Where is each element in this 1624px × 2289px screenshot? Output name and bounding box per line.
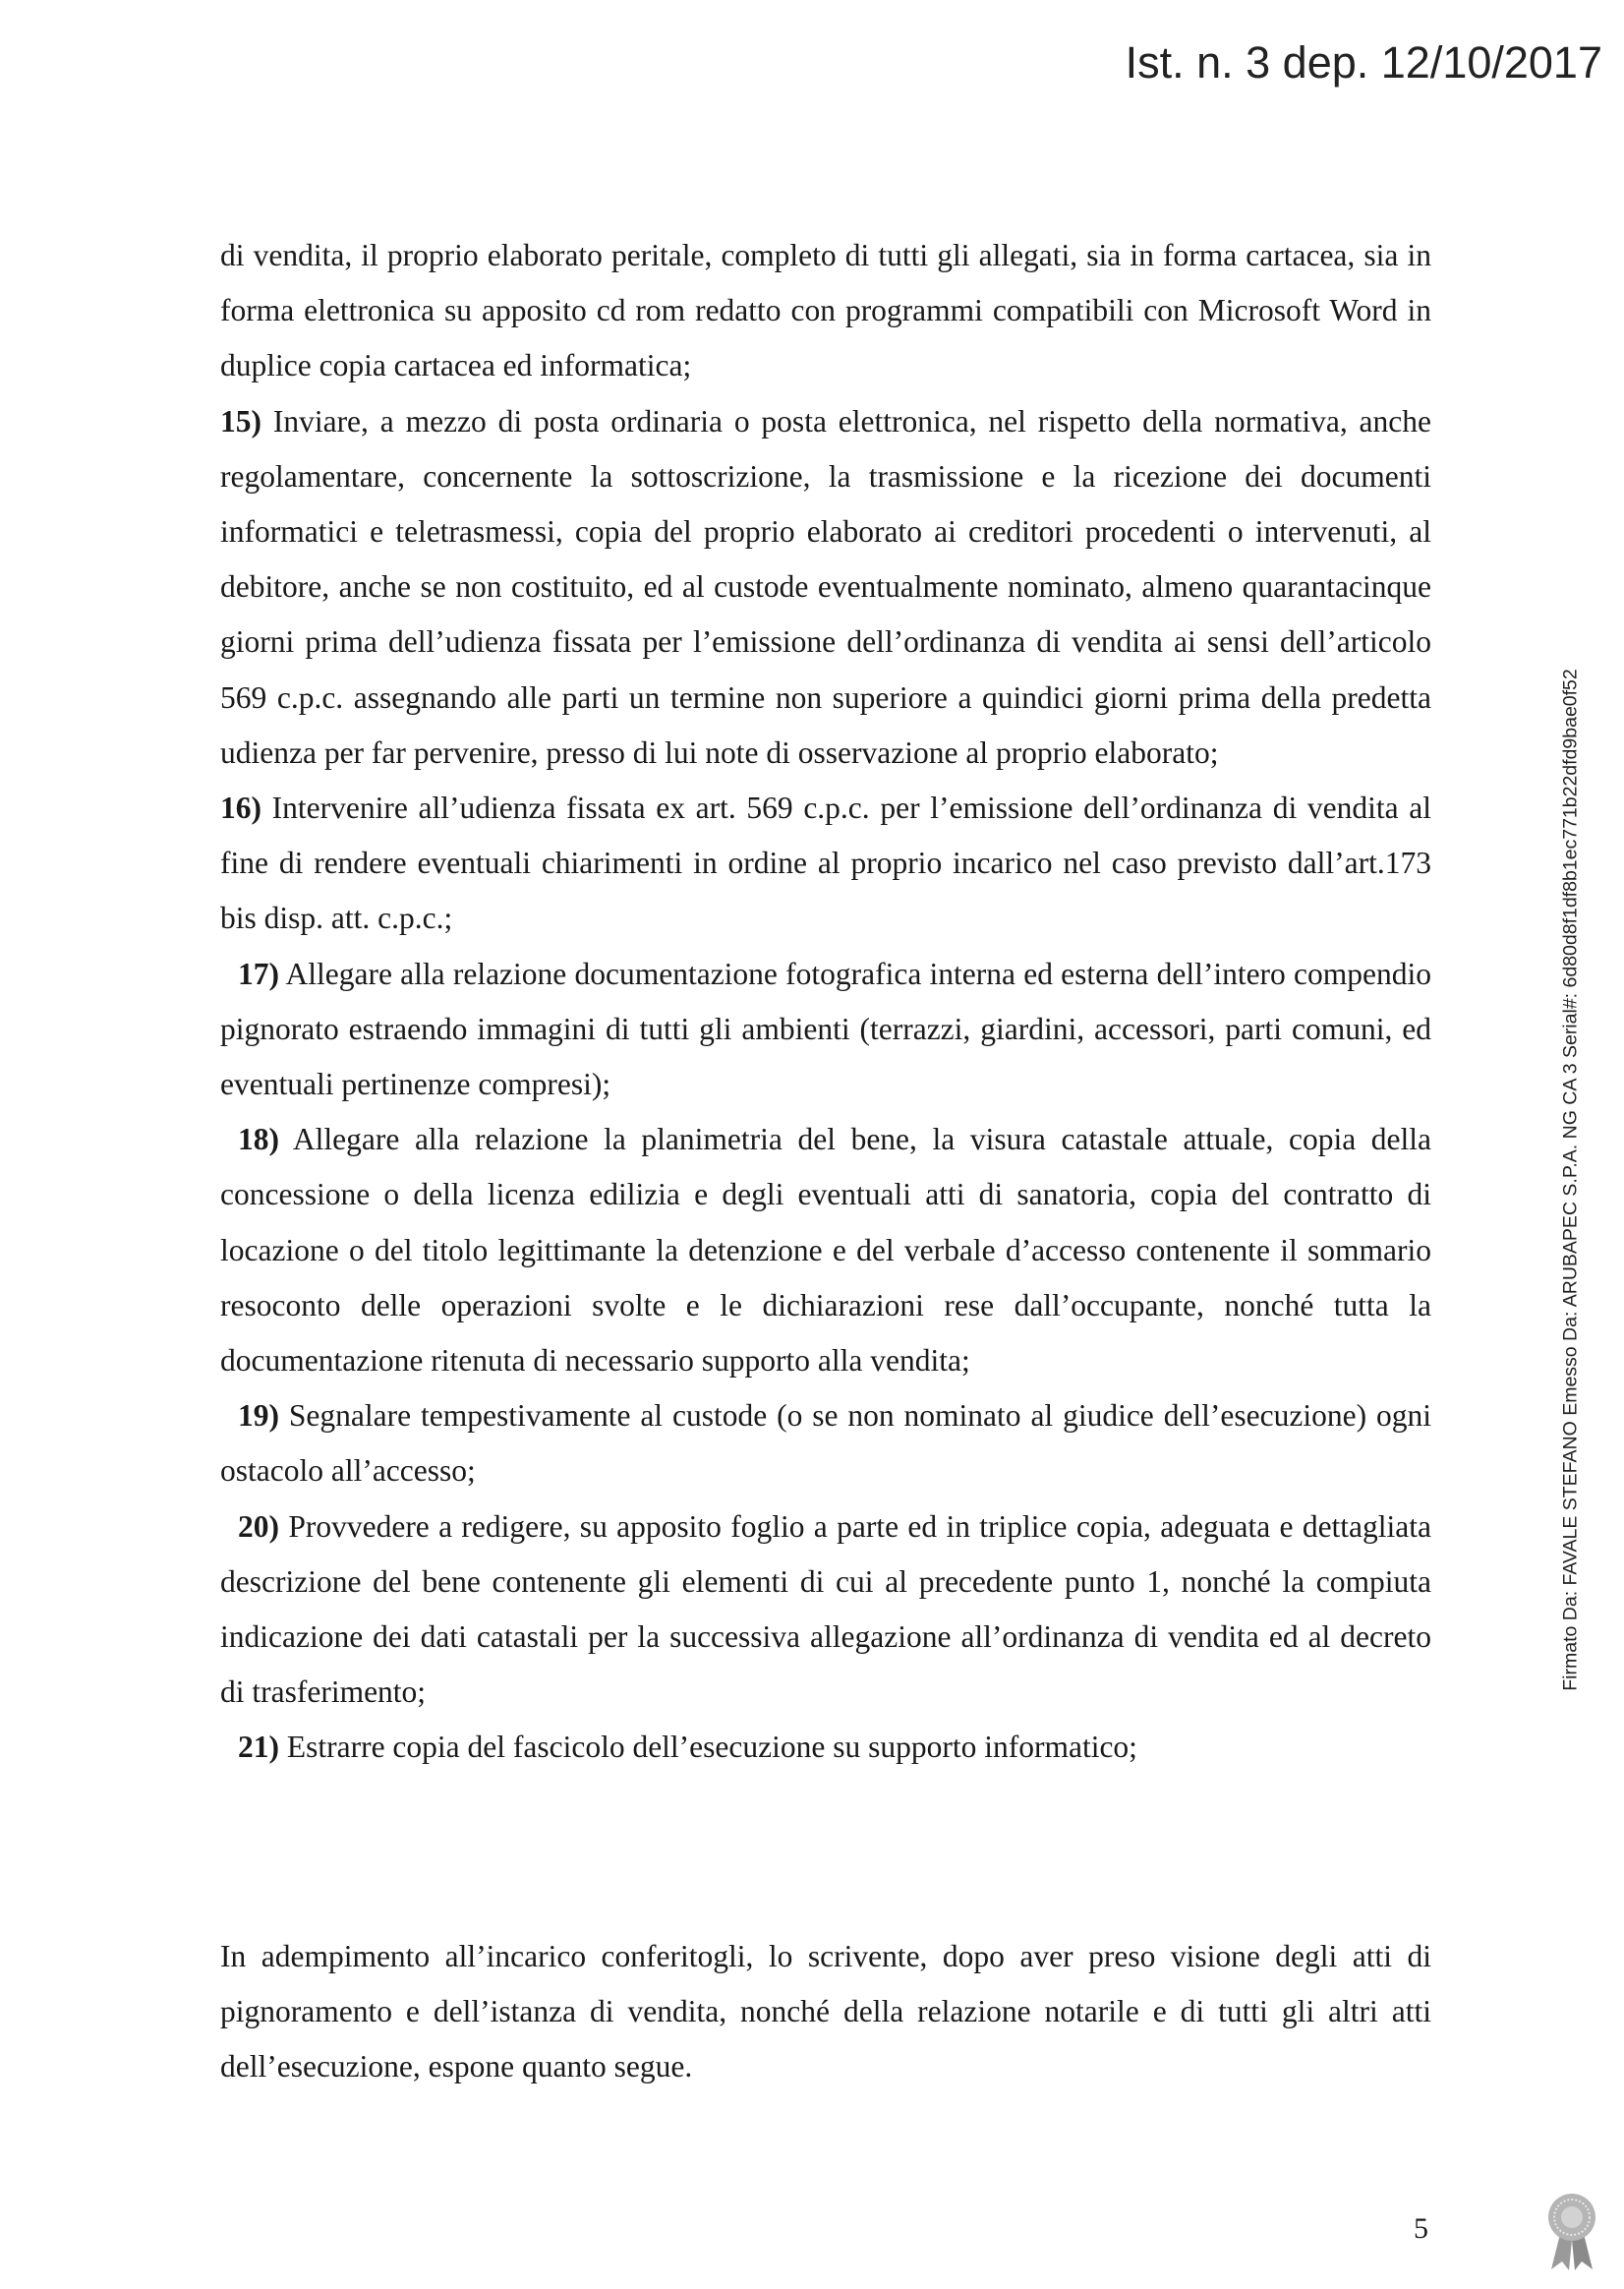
item-number: 21) (238, 1730, 279, 1765)
item-number: 20) (238, 1508, 279, 1544)
item-text: Allegare alla relazione la planimetria del bene, la visura catastale attuale, copia della concessione o della licenza edilizia e degli eventuali atti di sanatoria, copia del contratto di locazione o del titolo legittimante la detenzione e del verbale d’accesso contenente il sommario resoconto delle operazioni svolte e le dichiarazioni rese dall’occupante, nonché tutta la documentazione ritenuta di necessario supporto alla vendita; (220, 1122, 1432, 1379)
item-number: 18) (238, 1122, 279, 1157)
item-text: Allegare alla relazione documentazione fotografica interna ed esterna dell’intero compendio pignorato estraendo immagini di tutti gli ambienti (terrazzi, giardini, accessori, parti comuni, ed eventuali pertinenze compresi); (220, 956, 1431, 1102)
item-text: Provvedere a redigere, su apposito foglio a parte ed in triplice copia, adeguata e dettagliata descrizione del bene contenente gli elementi di cui al precedente punto 1, nonché la compiuta indicazione dei dati catastali per la successiva allegazione all’ordinanza di vendita ed al decreto di trasferimento; (220, 1508, 1432, 1710)
item-text: Segnalare tempestivamente al custode (o se non nominato al giudice dell’esecuzione) ogni ostacolo all’accesso; (220, 1398, 1431, 1489)
item-text: Intervenire all’udienza fissata ex art. 569 c.p.c. per l’emissione dell’ordinanza di vendita al fine di rendere eventuali chiarimenti in ordine al proprio incarico nel caso previsto dall’art.173 bis disp. att. c.p.c.; (220, 791, 1431, 936)
list-item-15 (220, 394, 1431, 781)
page-number: 5 (1414, 2212, 1428, 2245)
certification-seal-icon (1543, 2191, 1600, 2271)
item-number: 19) (238, 1398, 279, 1434)
document-body (220, 228, 1431, 1776)
item-number: 16) (220, 791, 261, 826)
list-item-18 (220, 1112, 1431, 1388)
deposit-stamp: Ist. n. 3 dep. 12/10/2017 (1125, 37, 1602, 88)
signature-text: Firmato Da: FAVALE STEFANO Emesso Da: ARUBAPEC S.P.A. NG CA 3 Serial#: 6d80d8f1df8b1ec771b22dfd9bae0f52 (1559, 669, 1582, 1691)
closing-paragraph: In adempimento all’incarico conferitogli, lo scrivente, dopo aver preso visione degli atti di pignoramento e dell’istanza di vendita, nonché della relazione notarile e di tutti gli altri atti dell’esecuzione, espone quanto segue. (220, 1939, 1431, 2084)
list-item-20 (220, 1499, 1431, 1721)
list-item-17 (220, 947, 1431, 1113)
intro-paragraph: di vendita, il proprio elaborato peritale, completo di tutti gli allegati, sia in forma cartacea, sia in forma elettronica su apposito cd rom redatto con programmi compatibili con Microsoft Word in duplice copia cartacea ed informatica; (220, 238, 1431, 383)
list-item-19 (220, 1388, 1431, 1498)
item-number: 15) (220, 403, 261, 439)
item-text: Estrarre copia del fascicolo dell’esecuzione su supporto informatico; (286, 1730, 1137, 1765)
list-item-16 (220, 781, 1431, 947)
item-number: 17) (238, 956, 279, 991)
list-item-21 (220, 1720, 1431, 1775)
item-text: Inviare, a mezzo di posta ordinaria o posta elettronica, nel rispetto della normativa, anche regolamentare, concernente la sottoscrizione, la trasmissione e la ricezione dei documenti informatici e teletrasmessi, copia del proprio elaborato ai creditori procedenti o intervenuti, al debitore, anche se non costituito, ed al custode eventualmente nominato, almeno quarantacinque giorni prima dell’udienza fissata per l’emissione dell’ordinanza di vendita ai sensi dell’articolo 569 c.p.c. assegnando alle parti un termine non superiore a quindici giorni prima della predetta udienza per far pervenire, presso di lui note di osservazione al proprio elaborato; (220, 403, 1431, 770)
